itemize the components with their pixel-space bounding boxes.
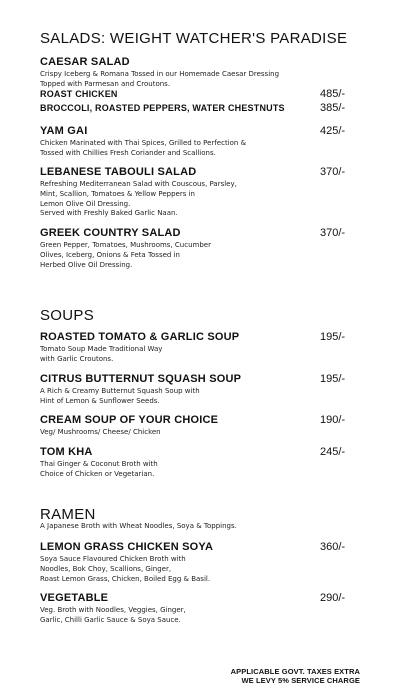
menu-item-roasted-tomato-garlic-soup xyxy=(40,331,360,365)
item-price: 425/- xyxy=(320,125,346,137)
item-price: 190/- xyxy=(320,414,346,426)
item-description: Soya Sauce Flavoured Chicken Broth with Noodles, Bok Choy, Scallions, Ginger, Roast Lemon Grass, Chicken, Boiled Egg & Basil. xyxy=(40,555,211,583)
footer-note xyxy=(231,667,360,685)
section-title-salads: SALADS: WEIGHT WATCHER'S PARADISE xyxy=(40,30,348,47)
item-description: Green Pepper, Tomatoes, Mushrooms, Cucumber Olives, Iceberg, Onions & Feta Tossed in Herbed Olive Oil Dressing. xyxy=(40,241,211,269)
item-description: Refreshing Mediterranean Salad with Couscous, Parsley, Mint, Scallion, Tomatoes & Yellow Peppers in Lemon Olive Oil Dressing. Served with Freshly Baked Garlic Naan. xyxy=(40,180,237,218)
section-title-soups: SOUPS xyxy=(40,307,95,324)
footer-service-charge-note: WE LEVY 5% SERVICE CHARGE xyxy=(241,676,360,685)
item-description: Thai Ginger & Coconut Broth with Choice of Chicken or Vegetarian. xyxy=(40,460,158,478)
item-name: YAM GAI xyxy=(40,125,88,137)
item-variant-name: ROAST CHICKEN xyxy=(40,89,118,99)
menu-item-vegetable xyxy=(40,592,360,626)
item-price: 195/- xyxy=(320,331,346,343)
menu-item-yam-gai xyxy=(40,125,360,159)
item-name: LEMON GRASS CHICKEN SOYA xyxy=(40,541,214,553)
item-description: Veg/ Mushrooms/ Cheese/ Chicken xyxy=(40,428,161,436)
item-description: Veg. Broth with Noodles, Veggies, Ginger, Garlic, Chilli Garlic Sauce & Soya Sauce. xyxy=(40,606,186,624)
menu-item-caesar-broccoli xyxy=(40,102,360,115)
item-description: Crispy Iceberg & Romana Tossed in our Homemade Caesar Dressing Topped with Parmesan and Croutons. xyxy=(40,70,280,88)
ramen-intro xyxy=(40,521,360,532)
menu-item-tom-kha xyxy=(40,446,360,480)
item-description: Chicken Marinated with Thai Spices, Grilled to Perfection & Tossed with Chillies Fresh Coriander and Scallions. xyxy=(40,139,247,157)
section-description: A Japanese Broth with Wheat Noodles, Soya & Toppings. xyxy=(40,522,237,530)
item-description: A Rich & Creamy Butternut Squash Soup with Hint of Lemon & Sunflower Seeds. xyxy=(40,387,200,405)
footer-taxes-note: APPLICABLE GOVT. TAXES EXTRA xyxy=(230,667,360,676)
item-name: LEBANESE TABOULI SALAD xyxy=(40,166,197,178)
item-name: VEGETABLE xyxy=(40,592,109,604)
menu-item-cream-soup-of-your-choice xyxy=(40,414,360,438)
item-name: ROASTED TOMATO & GARLIC SOUP xyxy=(40,331,240,343)
menu-item-citrus-butternut-squash-soup xyxy=(40,373,360,407)
menu-item-caesar-roast-chicken xyxy=(40,88,360,101)
item-variant-name: BROCCOLI, ROASTED PEPPERS, WATER CHESTNUTS xyxy=(40,103,285,113)
item-name: CAESAR SALAD xyxy=(40,56,130,68)
item-name: GREEK COUNTRY SALAD xyxy=(40,227,181,239)
item-price: 385/- xyxy=(320,102,346,114)
item-description: Tomato Soup Made Traditional Way with Garlic Croutons. xyxy=(40,345,163,363)
item-price: 245/- xyxy=(320,446,346,458)
menu-item-lemon-grass-chicken-soya xyxy=(40,541,360,584)
menu-item-greek-country-salad xyxy=(40,227,360,270)
item-name: CREAM SOUP OF YOUR CHOICE xyxy=(40,414,219,426)
menu-item-lebanese-tabouli-salad xyxy=(40,166,360,219)
item-price: 360/- xyxy=(320,541,346,553)
item-price: 485/- xyxy=(320,88,346,100)
item-price: 370/- xyxy=(320,227,346,239)
item-name: TOM KHA xyxy=(40,446,93,458)
item-price: 370/- xyxy=(320,166,346,178)
section-title-ramen: RAMEN xyxy=(40,506,96,523)
menu-item-caesar-salad xyxy=(40,56,360,90)
item-price: 195/- xyxy=(320,373,346,385)
item-price: 290/- xyxy=(320,592,346,604)
item-name: CITRUS BUTTERNUT SQUASH SOUP xyxy=(40,373,242,385)
